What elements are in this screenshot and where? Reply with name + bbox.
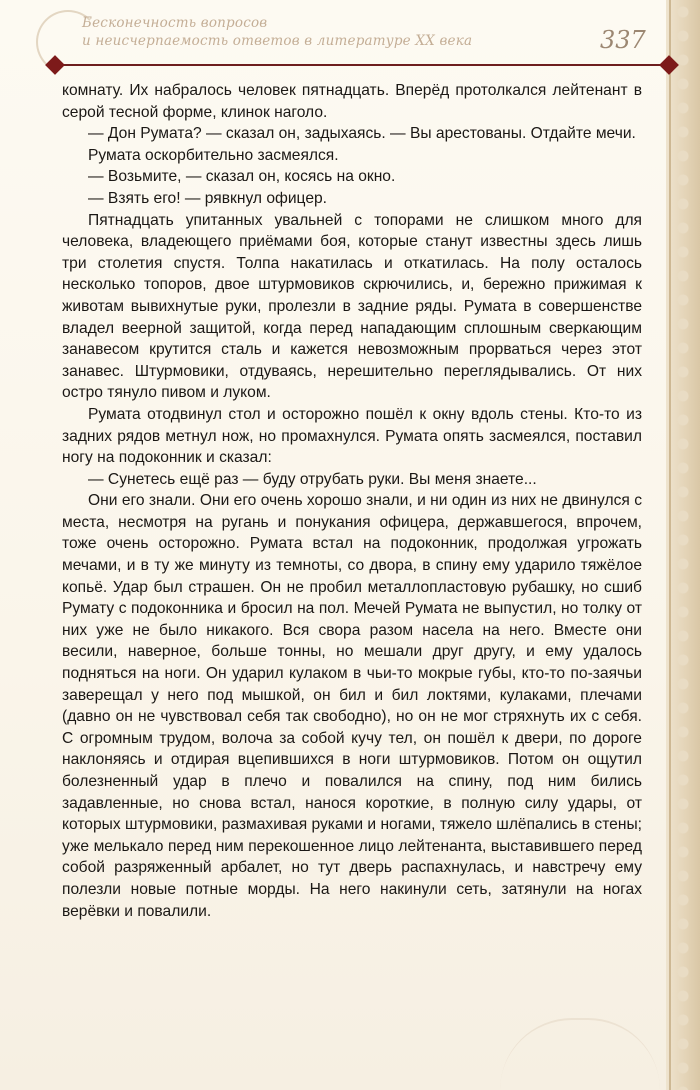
paragraph: комнату. Их набралось человек пятнадцать. Вперёд протолкался лейтенант в серой тесной форме, клинок наголо. [62, 82, 642, 121]
page-number: 337 [600, 26, 646, 54]
running-title-line-1: Бесконечность вопросов [82, 15, 268, 31]
decorative-swirl [500, 1018, 660, 1090]
paragraph: — Возьмите, — сказал он, косясь на окно. [88, 168, 396, 186]
page-header [0, 0, 700, 80]
rule-ornament-right [659, 55, 679, 75]
body-text [62, 80, 642, 922]
ornamental-border [666, 0, 700, 1090]
paragraph: Пятнадцать упитанных увальней с топорами не слишком много для человека, владеющего приёмами боя, которые станут известны здесь лишь три столетия спустя. Толпа накатилась и откатилась. На полу осталось несколько топоров, двое штурмовиков скрючились, и, бережно прижимая к животам вывихнутые руки, пролезли в задние ряды. Румата в совершенстве владел веерной защитой, когда перед нападающим сплошным сверкающим занавесом крутится сталь и кажется невозможным прорваться через этот занавес. Штурмовики, отдуваясь, нерешительно переглядывались. От них остро тянуло пивом и луком. [62, 211, 642, 402]
paragraph: Румата отодвинул стол и осторожно пошёл к окну вдоль стены. Кто-то из задних рядов метнул нож, но промахнулся. Румата опять засмеялся, поставил ногу на подоконник и сказал: [62, 405, 642, 467]
paragraph: — Сунетесь ещё раз — буду отрубать руки. Вы меня знаете... [88, 470, 537, 488]
running-title-line-2: и неисчерпаемость ответов в литературе XX века [82, 33, 473, 49]
paragraph: — Взять его! — рявкнул офицер. [88, 189, 327, 207]
paragraph: — Дон Румата? — сказал он, задыхаясь. — Вы арестованы. Отдайте мечи. [88, 125, 636, 143]
paragraph: Они его знали. Они его очень хорошо знали, и ни один из них не двинулся с места, несмотря на ругань и понукания офицера, державшегося, впрочем, тоже очень осторожно. Румата встал на подоконник, продолжая угрожать мечами, и в ту же минуту из темноты, со двора, в спину ему ударило тяжёлое копьё. Удар был страшен. Он не пробил металлопластовую рубашку, но сшиб Румату с подоконника и бросил на пол. Мечей Румата не выпустил, но толку от них уже не было никакого. Вся свора разом насела на него. Вместе они весили, наверное, больше тонны, но мешали друг другу, и ему удалось подняться на ноги. Он ударил кулаком в чьи-то мокрые губы, кто-то по-заячьи заверещал у него под мышкой, он бил и бил локтями, кулаками, плечами (давно он не чувствовал себя так свободно), но он не мог стряхнуть их с себя. С огромным трудом, волоча за собой кучу тел, он пошёл к двери, по дороге наклоняясь и отдирая вцепившихся в ноги штурмовиков. Потом он ощутил болезненный удар в плечо и повалился на спину, под ним бились задавленные, но снова встал, нанося короткие, в полную силу удары, от которых штурмовики, размахивая руками и ногами, тяжело шлёпались в стены; уже мелькало перед ним перекошенное лицо лейтенанта, выставившего перед собой разряженный арбалет, но тут дверь распахнулась, и навстречу ему полезли новые потные морды. На него накинули сеть, затянули на ногах верёвки и повалили. [62, 492, 642, 920]
running-title [82, 14, 562, 50]
header-rule [44, 63, 680, 67]
paragraph: Румата оскорбительно засмеялся. [88, 146, 339, 164]
